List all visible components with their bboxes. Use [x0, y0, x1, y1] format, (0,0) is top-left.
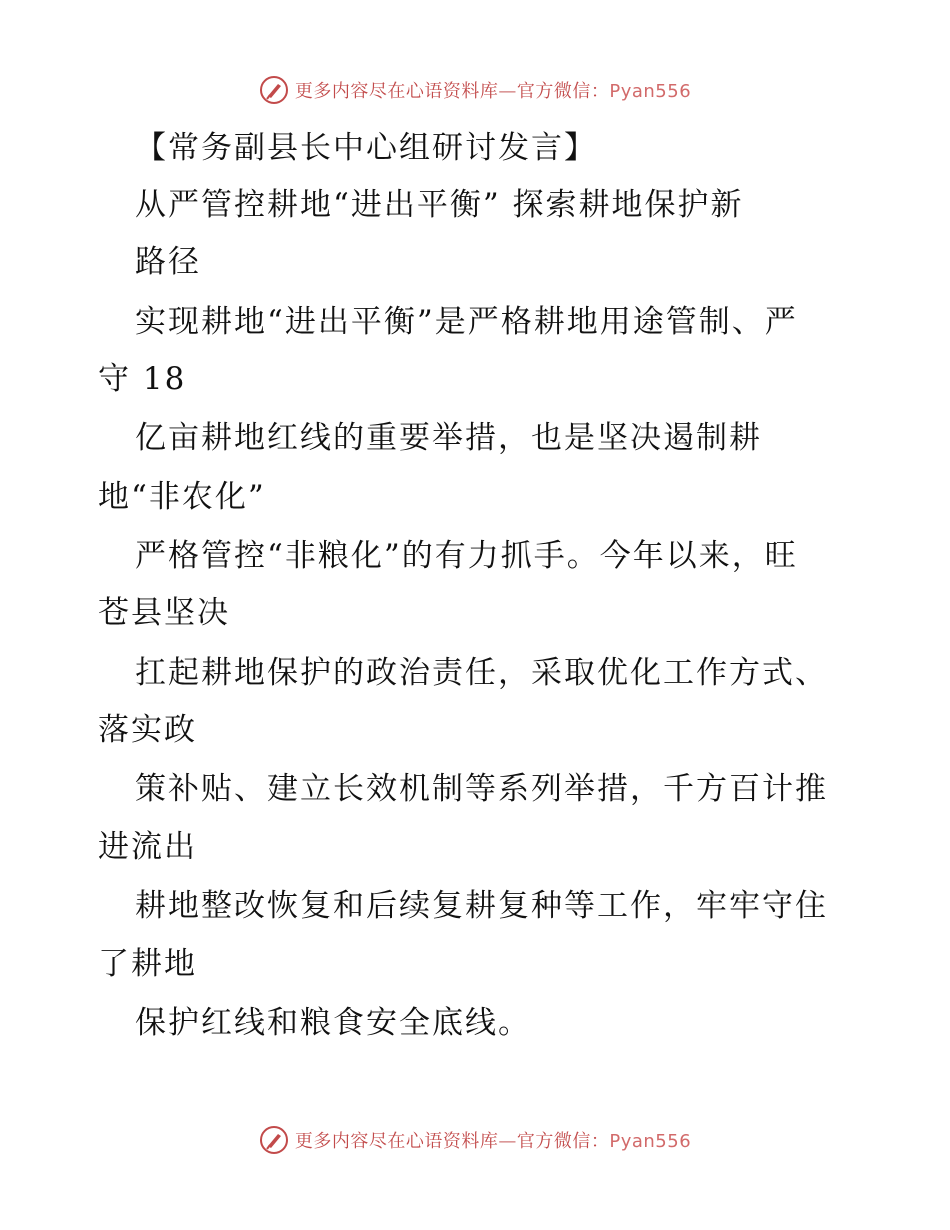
- watermark-text: [295, 1127, 691, 1153]
- paragraph-line: 实现耕地“进出平衡”是严格耕地用途管制、严: [135, 304, 798, 340]
- document-title-line-1: 从严管控耕地“进出平衡” 探索耕地保护新: [135, 187, 744, 223]
- footer-watermark: [0, 1120, 950, 1160]
- paragraph-line: 了耕地: [98, 946, 197, 982]
- header-watermark: [0, 70, 950, 110]
- watermark-suffix: 官方微信：: [516, 1131, 610, 1152]
- paragraph-line: 苍县坚决: [98, 595, 230, 631]
- watermark-suffix: 官方微信：: [516, 81, 610, 102]
- watermark-brand: 更多内容尽在心语资料库: [294, 1131, 499, 1152]
- paragraph-line: 耕地整改恢复和后续复耕复种等工作，牢牢守住: [135, 888, 828, 924]
- watermark-separator: —: [498, 81, 517, 102]
- quill-pen-logo-icon: [259, 1125, 289, 1155]
- quill-pen-logo-icon: [259, 75, 289, 105]
- paragraph-line: 亿亩耕地红线的重要举措，也是坚决遏制耕: [135, 420, 762, 456]
- paragraph-line: 严格管控“非粮化”的有力抓手。今年以来，旺: [135, 538, 798, 574]
- paragraph-line: 地“非农化”: [98, 479, 266, 515]
- document-heading: 【常务副县长中心组研讨发言】: [135, 130, 597, 166]
- paragraph-line: 扛起耕地保护的政治责任，采取优化工作方式、: [135, 655, 828, 691]
- watermark-text: [295, 77, 691, 103]
- paragraph-line: 落实政: [98, 712, 197, 748]
- paragraph-line: 进流出: [98, 829, 197, 865]
- watermark-separator: —: [498, 1131, 517, 1152]
- watermark-account: Pyan556: [609, 81, 692, 102]
- paragraph-line: 守 18: [98, 361, 187, 397]
- watermark-account: Pyan556: [609, 1131, 692, 1152]
- paragraph-line: 保护红线和粮食安全底线。: [135, 1005, 531, 1041]
- watermark-brand: 更多内容尽在心语资料库: [294, 81, 499, 102]
- paragraph-line: 策补贴、建立长效机制等系列举措，千方百计推: [135, 771, 828, 807]
- document-title-line-2: 路径: [135, 244, 201, 280]
